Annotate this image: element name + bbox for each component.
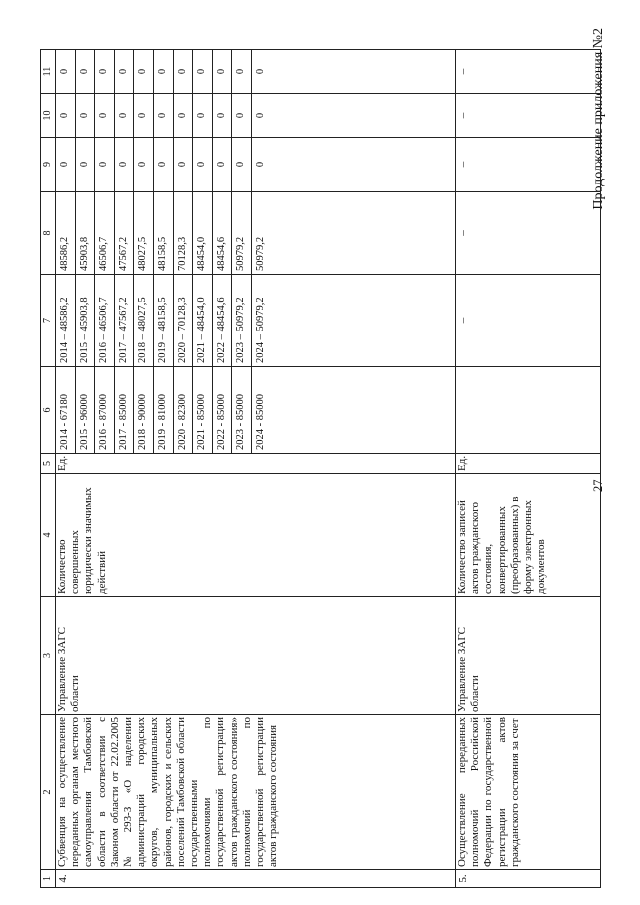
row-number: 4. — [56, 870, 456, 888]
value-entry: 0 — [193, 138, 213, 191]
value-entry: 70128,3 — [174, 192, 194, 274]
value-entry: 2016 - 87000 — [95, 367, 115, 453]
regional-funding-cell — [56, 138, 456, 192]
value-entry: 0 — [254, 68, 266, 75]
value-entry: 2020 – 70128,3 — [174, 275, 194, 366]
executor: Управление ЗАГС области — [456, 597, 601, 715]
value-entry: 0 — [76, 50, 96, 93]
continuation-title: Продолжение приложения №2 — [591, 28, 606, 210]
value-entry: 0 — [76, 94, 96, 137]
total-funding-cell: – — [456, 275, 601, 367]
header-cell: 1 — [41, 870, 56, 888]
value-entry: 2017 – 47567,2 — [115, 275, 135, 366]
value-entry: 0 — [154, 94, 174, 137]
table-row — [456, 50, 601, 888]
header-cell: 11 — [41, 50, 56, 94]
value-entry: 46506,7 — [95, 192, 115, 274]
value-entry: 0 — [174, 138, 194, 191]
value-entry: 50979,2 — [254, 236, 266, 271]
unit: Ед. — [56, 454, 456, 474]
value-entry: 0 — [76, 138, 96, 191]
header-cell: 10 — [41, 94, 56, 138]
other-funding-cell: – — [456, 50, 601, 94]
value-entry: 2022 – 48454,6 — [213, 275, 233, 366]
value-entry: 2017 - 85000 — [115, 367, 135, 453]
value-entry: 0 — [134, 50, 154, 93]
value-entry: 2018 - 90000 — [134, 367, 154, 453]
value-entry: 2014 – 48586,2 — [56, 275, 76, 366]
header-cell: 2 — [41, 715, 56, 870]
value-entry: 2019 - 81000 — [154, 367, 174, 453]
value-entry: 0 — [232, 50, 252, 93]
value-entry: 0 — [174, 50, 194, 93]
value-entry: 0 — [213, 94, 233, 137]
header-cell: 5 — [41, 454, 56, 474]
value-entry: 0 — [174, 94, 194, 137]
value-entry: 2018 – 48027,5 — [134, 275, 154, 366]
value-entry: 0 — [134, 94, 154, 137]
value-entry: 2015 – 45903,8 — [76, 275, 96, 366]
value-entry: 0 — [115, 94, 135, 137]
value-entry: 0 — [213, 138, 233, 191]
indicator-name: Количество записей актов гражданского состояния, конвертированных (преобразованных) в форму электронных документов — [456, 474, 601, 597]
federal-funding-cell: – — [456, 192, 601, 275]
value-entry: 45903,8 — [76, 192, 96, 274]
row-number: 5. — [456, 870, 601, 888]
header-cell: 9 — [41, 138, 56, 192]
header-cell: 6 — [41, 367, 56, 454]
measure-name: Осуществление переданных полномочий Российской Федерации по государственной регистрации актов гражданского состояния за счет — [456, 715, 601, 870]
other-funding-cell — [56, 50, 456, 94]
value-entry: 0 — [232, 94, 252, 137]
value-entry: 0 — [56, 94, 76, 137]
value-entry: 48027,5 — [134, 192, 154, 274]
value-entry: 2021 - 85000 — [193, 367, 213, 453]
value-entry: 0 — [56, 50, 76, 93]
measure-name: Субвенция на осуществление переданных органам местного самоуправления Тамбовской области в соответствии с Законом области от 22.02.2005 № 293-З «О наделении администраций городских округов, муниципальных районов, городских и сельских поселений Тамбовской области государственными полномочиями по государственной регистрации актов гражданского состояния» полномочий по государственной регистрации актов гражданского состояния — [56, 715, 456, 870]
value-entry: 2023 – 50979,2 — [232, 275, 252, 366]
local-funding-cell: – — [456, 94, 601, 138]
executor: Управление ЗАГС области — [56, 597, 456, 715]
value-entry: 0 — [254, 112, 266, 119]
value-entry: 2019 – 48158,5 — [154, 275, 174, 366]
value-entry: 2023 - 85000 — [232, 367, 252, 453]
indicator-values-cell — [456, 367, 601, 454]
value-entry: 2016 – 46506,7 — [95, 275, 115, 366]
value-entry: 0 — [115, 138, 135, 191]
value-entry: 0 — [213, 50, 233, 93]
value-entry: 0 — [154, 138, 174, 191]
value-entry: 48454,0 — [193, 192, 213, 274]
unit: Ед. — [456, 454, 601, 474]
value-entry: 0 — [95, 138, 115, 191]
value-entry: 0 — [95, 50, 115, 93]
header-cell: 4 — [41, 474, 56, 597]
value-entry: 2022 - 85000 — [213, 367, 233, 453]
value-entry: 2024 - 85000 — [254, 394, 266, 450]
value-entry: 0 — [193, 94, 213, 137]
value-entry: 0 — [95, 94, 115, 137]
value-entry: 2024 – 50979,2 — [254, 297, 266, 363]
value-entry: 2020 - 82300 — [174, 367, 194, 453]
indicator-name: Количество совершенных юридически значимых действий — [56, 474, 456, 597]
page-number: 27 — [591, 479, 605, 492]
value-entry: 0 — [254, 161, 266, 168]
value-entry: 0 — [134, 138, 154, 191]
header-cell: 3 — [41, 597, 56, 715]
total-funding-cell — [56, 275, 456, 367]
document-page — [14, 26, 626, 892]
program-table — [40, 49, 601, 888]
indicator-values-cell — [56, 367, 456, 454]
value-entry: 47567,2 — [115, 192, 135, 274]
value-entry: 0 — [115, 50, 135, 93]
value-entry: 48158,5 — [154, 192, 174, 274]
value-entry: 0 — [232, 138, 252, 191]
value-entry: 48586,2 — [56, 192, 76, 274]
value-entry: 48454,6 — [213, 192, 233, 274]
header-cell: 7 — [41, 275, 56, 367]
value-entry: 2015 - 96000 — [76, 367, 96, 453]
value-entry: 0 — [154, 50, 174, 93]
value-entry: 50979,2 — [232, 192, 252, 274]
federal-funding-cell — [56, 192, 456, 275]
value-entry: 0 — [56, 138, 76, 191]
local-funding-cell — [56, 94, 456, 138]
header-cell: 8 — [41, 192, 56, 275]
regional-funding-cell: – — [456, 138, 601, 192]
value-entry: 0 — [193, 50, 213, 93]
table-row — [56, 50, 456, 888]
value-entry: 2014 - 67180 — [56, 367, 76, 453]
header-row — [41, 50, 56, 888]
value-entry: 2021 – 48454,0 — [193, 275, 213, 366]
